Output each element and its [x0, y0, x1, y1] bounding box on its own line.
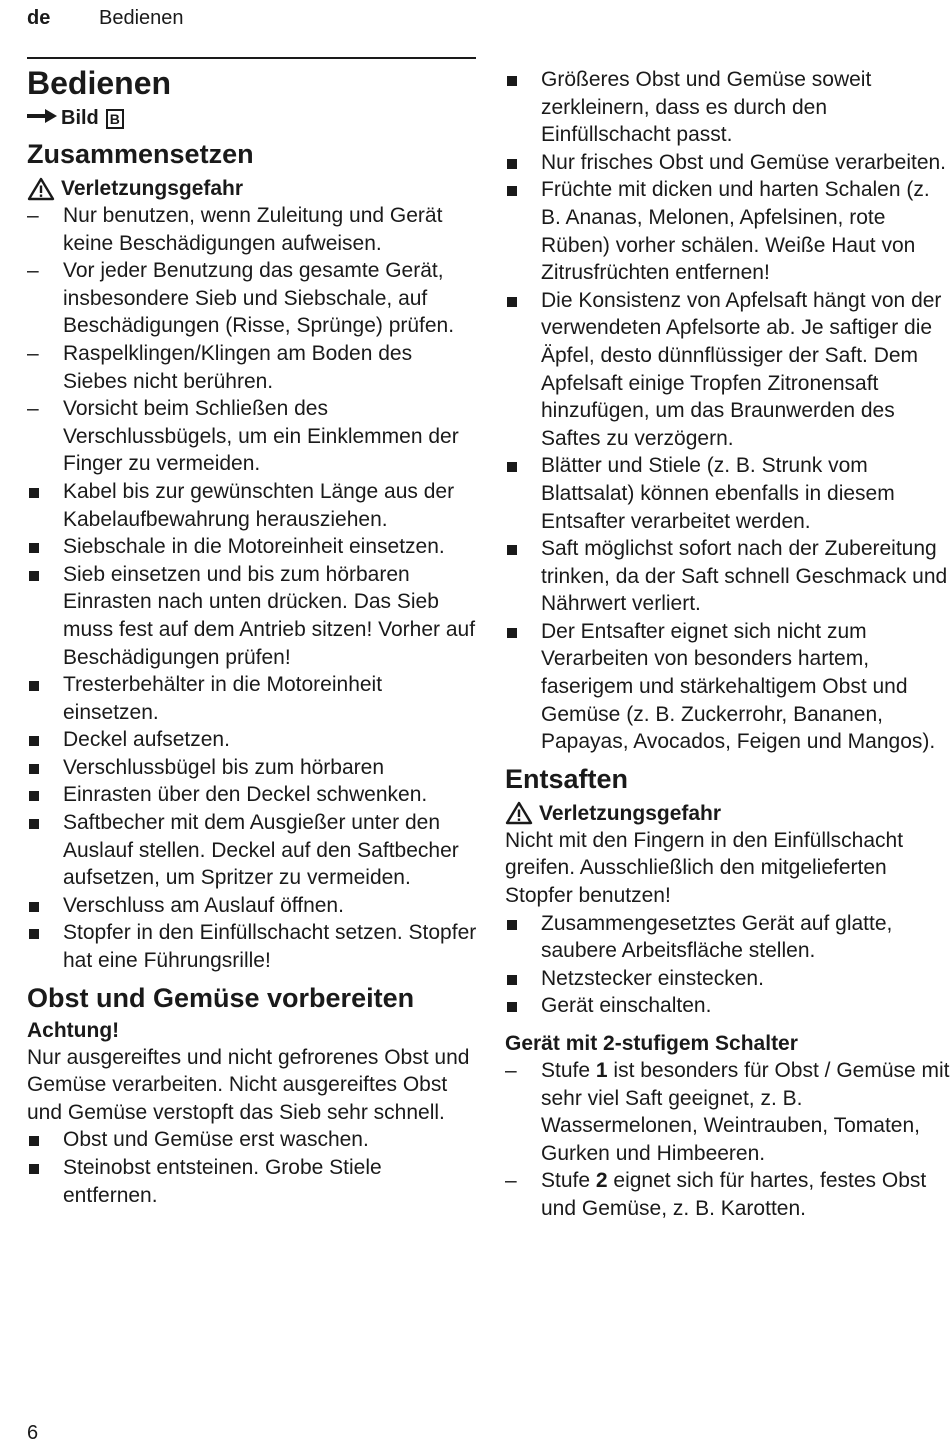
square-bullet-icon — [505, 287, 535, 315]
list-item: – Stufe 2 eignet sich für hartes, festes Obst und Gemüse, z. B. Karotten. — [505, 1169, 927, 1220]
square-bullet-icon — [27, 919, 57, 947]
dash-marker: – — [27, 259, 39, 283]
square-bullet-icon — [27, 1126, 57, 1154]
list-item: – Stufe 1 ist besonders für Obst / Gemüse mit sehr viel Saft geeignet, z. B. Wassermelonen, Weintrauben, Tomaten, Gurken und Himbeeren. — [505, 1059, 950, 1165]
list-item: Saftbecher mit dem Ausgießer unter den Auslauf stellen. Deckel auf den Saftbecher aufsetzen, um Spritzer zu vermeiden. — [27, 809, 479, 892]
square-bullet-icon — [505, 965, 535, 993]
caution-text: Nur ausgereiftes und nicht gefrorenes Obst und Gemüse verarbeiten. Nicht ausgereiftes Obst und Gemüse verstopft das Sieb sehr schnell. — [27, 1045, 470, 1124]
page-number: 6 — [27, 1422, 39, 1444]
level-number: 2 — [595, 1169, 608, 1193]
right-column — [505, 66, 950, 1223]
list-item: Zusammengesetztes Gerät auf glatte, saubere Arbeitsfläche stellen. — [505, 910, 950, 965]
list-item: Einrasten über den Deckel schwenken. — [27, 781, 479, 809]
juicing-steps-list — [505, 910, 950, 1020]
prepare-steps-list — [27, 1126, 479, 1209]
square-bullet-icon — [27, 726, 57, 754]
list-item: Kabel bis zur gewünschten Länge aus der Kabelaufbewahrung herausziehen. — [27, 478, 479, 533]
dash-marker: – — [27, 341, 39, 365]
list-item: – Vorsicht beim Schließen des Verschlussbügels, um ein Einklemmen der Finger zu vermeiden. — [27, 397, 459, 476]
warning-triangle-icon — [27, 177, 55, 201]
square-bullet-icon — [27, 671, 57, 699]
warning-triangle-icon — [505, 801, 533, 825]
list-item: – Nur benutzen, wenn Zuleitung und Gerät keine Beschädigungen aufweisen. — [27, 204, 443, 255]
square-bullet-icon — [27, 1154, 57, 1182]
prepare-continued-list — [505, 66, 950, 756]
arrow-right-icon — [27, 105, 57, 132]
square-bullet-icon — [505, 618, 535, 646]
square-bullet-icon — [27, 892, 57, 920]
list-item: Siebschale in die Motoreinheit einsetzen. — [27, 533, 479, 561]
list-item: Steinobst entsteinen. Grobe Stiele entfernen. — [27, 1154, 479, 1209]
dash-marker: – — [505, 1169, 517, 1193]
square-bullet-icon — [505, 910, 535, 938]
switch-levels-list — [505, 1057, 950, 1223]
list-item: Nur frisches Obst und Gemüse verarbeiten. — [505, 149, 950, 177]
list-item: Blätter und Stiele (z. B. Strunk vom Blattsalat) können ebenfalls in diesem Entsafter verarbeitet werden. — [505, 452, 950, 535]
dash-marker: – — [505, 1059, 517, 1082]
figure-reference — [27, 105, 479, 132]
list-item: – Vor jeder Benutzung das gesamte Gerät, insbesondere Sieb und Siebschale, auf Beschädigungen (Risse, Sprünge) prüfen. — [27, 259, 455, 338]
square-bullet-icon — [27, 478, 57, 506]
warning-text: Verletzungsgefahr — [61, 177, 244, 200]
list-item: Netzstecker einstecken. — [505, 965, 950, 993]
juicing-text: Nicht mit den Fingern in den Einfüllschacht greifen. Ausschließlich den mitgelieferten Stopfer benutzen! — [505, 828, 904, 908]
header-section: Bedienen — [99, 7, 184, 29]
figure-label: Bild — [61, 107, 99, 129]
square-bullet-icon — [27, 754, 57, 782]
dash-marker: – — [27, 397, 39, 421]
list-item: Größeres Obst und Gemüse soweit zerkleinern, dass es durch den Einfüllschacht passt. — [505, 66, 950, 149]
list-item: Früchte mit dicken und harten Schalen (z. B. Ananas, Melonen, Apfelsinen, rote Rüben) vorher schälen. Weiße Haut von Zitrusfrüchten entfernen! — [505, 176, 950, 286]
list-item: Der Entsafter eignet sich nicht zum Verarbeiten von besonders hartem, faserigem und stärkehaltigem Obst und Gemüse (z. B. Zuckerrohr, Bananen, Papayas, Avocados, Feigen und Mangos). — [505, 618, 950, 756]
header-divider — [27, 57, 476, 59]
list-item: Verschluss am Auslauf öffnen. — [27, 892, 479, 920]
list-item: – Raspelklingen/Klingen am Boden des Siebes nicht berühren. — [27, 341, 413, 393]
prepare-heading: Obst und Gemüse vorbereiten — [27, 982, 415, 1013]
dash-marker: – — [27, 204, 39, 227]
juicing-heading: Entsaften — [505, 763, 629, 794]
list-item: Obst und Gemüse erst waschen. — [27, 1126, 479, 1154]
square-bullet-icon — [505, 149, 535, 177]
left-column — [27, 64, 479, 1209]
assembly-warnings-list — [27, 202, 479, 478]
assembly-steps-list — [27, 478, 479, 975]
square-bullet-icon — [505, 66, 535, 94]
assembly-warning — [27, 175, 479, 202]
caution-label: Achtung! — [27, 1018, 120, 1042]
square-bullet-icon — [505, 535, 535, 563]
square-bullet-icon — [27, 781, 57, 809]
list-item: Verschlussbügel bis zum hörbaren — [27, 754, 479, 782]
list-item: Deckel aufsetzen. — [27, 726, 479, 754]
square-bullet-icon — [27, 561, 57, 589]
level-number: 1 — [595, 1059, 608, 1082]
square-bullet-icon — [505, 992, 535, 1020]
switch-heading: Gerät mit 2-stufigem Schalter — [505, 1032, 798, 1055]
list-item: Sieb einsetzen und bis zum hörbaren Einrasten nach unten drücken. Das Sieb muss fest auf dem Antrieb sitzen! Vorher auf Beschädigungen prüfen! — [27, 561, 479, 671]
figure-letter: B — [106, 109, 124, 129]
square-bullet-icon — [27, 533, 57, 561]
square-bullet-icon — [27, 809, 57, 837]
square-bullet-icon — [505, 452, 535, 480]
list-item: Stopfer in den Einfüllschacht setzen. Stopfer hat eine Führungsrille! — [27, 919, 479, 974]
list-item: Gerät einschalten. — [505, 992, 950, 1020]
assembly-heading: Zusammensetzen — [27, 139, 254, 169]
juicing-warning — [505, 800, 950, 827]
square-bullet-icon — [505, 176, 535, 204]
list-item: Saft möglichst sofort nach der Zubereitung trinken, da der Saft schnell Geschmack und Nährwert verliert. — [505, 535, 950, 618]
list-item: Die Konsistenz von Apfelsaft hängt von der verwendeten Apfelsorte ab. Je saftiger die Äpfel, desto dünnflüssiger der Saft. Dem Apfelsaft einige Tropfen Zitronensaft hinzufügen, um das Braunwerden des Saftes zu verzögern. — [505, 287, 950, 453]
page-header — [27, 6, 184, 30]
language-code: de — [27, 7, 51, 29]
list-item: Tresterbehälter in die Motoreinheit einsetzen. — [27, 671, 479, 726]
warning-text: Verletzungsgefahr — [539, 801, 722, 825]
page-title: Bedienen — [27, 65, 172, 101]
